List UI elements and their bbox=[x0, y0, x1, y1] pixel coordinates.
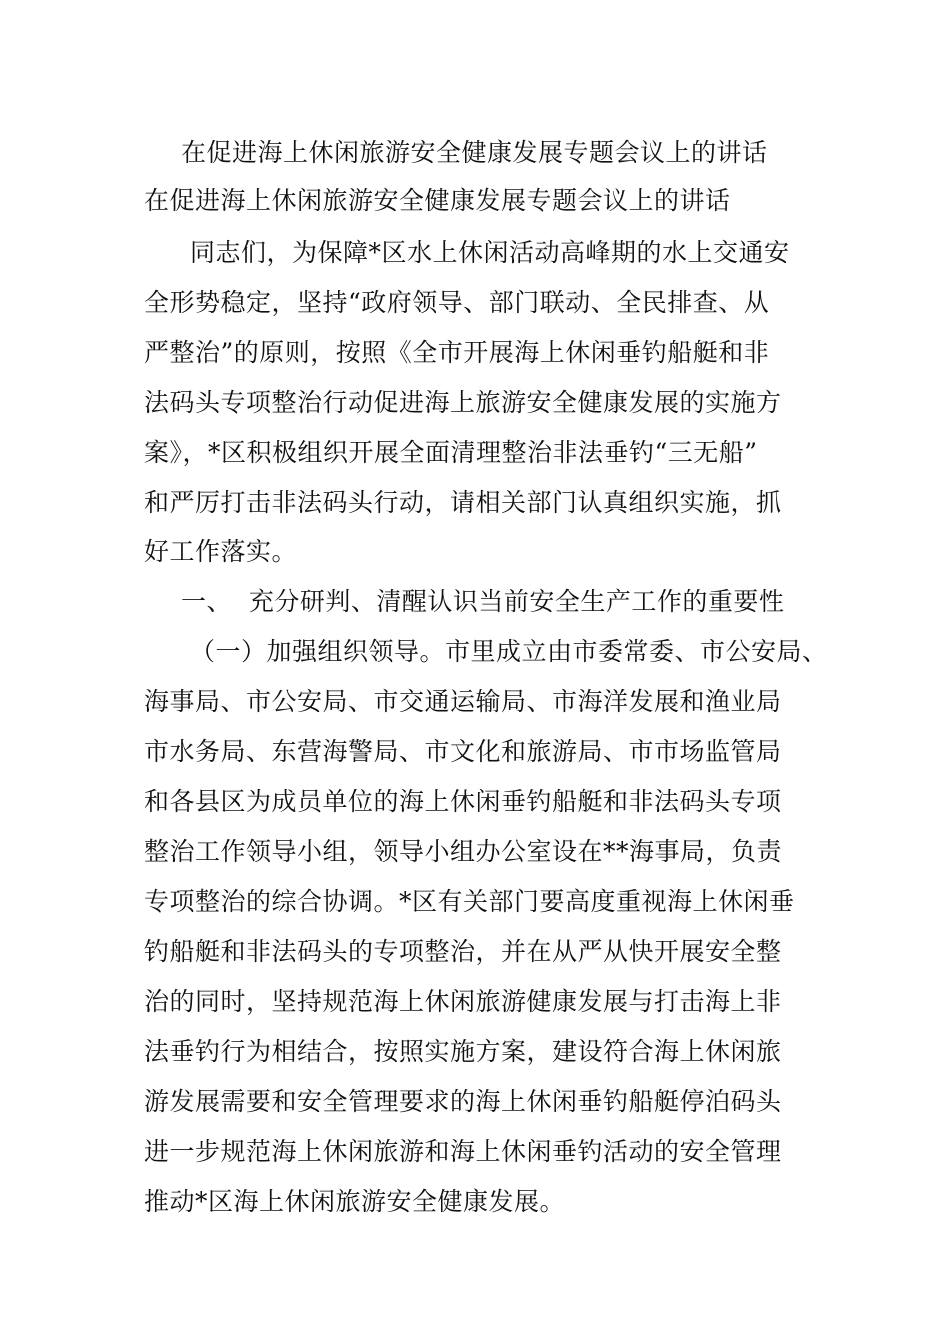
paragraph-line: 案》，*区积极组织开展全面清理整治非法垂钓“三无船” bbox=[144, 438, 758, 467]
paragraph-line: 钓船艇和非法码头的专项整治，并在从严从快开展安全整 bbox=[144, 937, 782, 966]
paragraph-line: 好工作落实。 bbox=[144, 537, 298, 566]
paragraph-line: 游发展需要和安全管理要求的海上休闲垂钓船艇停泊码头 bbox=[144, 1087, 782, 1116]
paragraph-line: 和严厉打击非法码头行动，请相关部门认真组织实施，抓 bbox=[144, 488, 782, 517]
paragraph-line: 进一步规范海上休闲旅游和海上休闲垂钓活动的安全管理 bbox=[144, 1137, 782, 1166]
paragraph-line: 推动*区海上休闲旅游安全健康发展。 bbox=[144, 1187, 566, 1216]
paragraph-line: 海事局、市公安局、市交通运输局、市海洋发展和渔业局 bbox=[144, 687, 782, 716]
paragraph-line: 全形势稳定，坚持“政府领导、部门联动、全民排查、从 bbox=[144, 288, 770, 317]
paragraph-line: 专项整治的综合协调。*区有关部门要高度重视海上休闲垂 bbox=[144, 887, 795, 916]
paragraph-line: 严整治”的原则，按照《全市开展海上休闲垂钓船艇和非 bbox=[144, 338, 770, 367]
paragraph-line: （一）加强组织领导。市里成立由市委常委、市公安局、 bbox=[190, 637, 828, 666]
paragraph-line: 治的同时，坚持规范海上休闲旅游健康发展与打击海上非 bbox=[144, 987, 782, 1016]
paragraph-line: 同志们，为保障*区水上休闲活动高峰期的水上交通安 bbox=[190, 238, 790, 267]
document-title-repeat: 在促进海上休闲旅游安全健康发展专题会议上的讲话 bbox=[144, 186, 731, 215]
paragraph-line: 和各县区为成员单位的海上休闲垂钓船艇和非法码头专项 bbox=[144, 787, 782, 816]
section-heading: 一、 充分研判、清醒认识当前安全生产工作的重要性 bbox=[181, 587, 785, 616]
document-title: 在促进海上休闲旅游安全健康发展专题会议上的讲话 bbox=[181, 138, 768, 167]
paragraph-line: 法垂钓行为相结合，按照实施方案，建设符合海上休闲旅 bbox=[144, 1037, 782, 1066]
paragraph-line: 市水务局、东营海警局、市文化和旅游局、市市场监管局 bbox=[144, 737, 782, 766]
paragraph-line: 整治工作领导小组，领导小组办公室设在**海事局，负责 bbox=[144, 837, 783, 866]
paragraph-line: 法码头专项整治行动促进海上旅游安全健康发展的实施方 bbox=[144, 388, 782, 417]
